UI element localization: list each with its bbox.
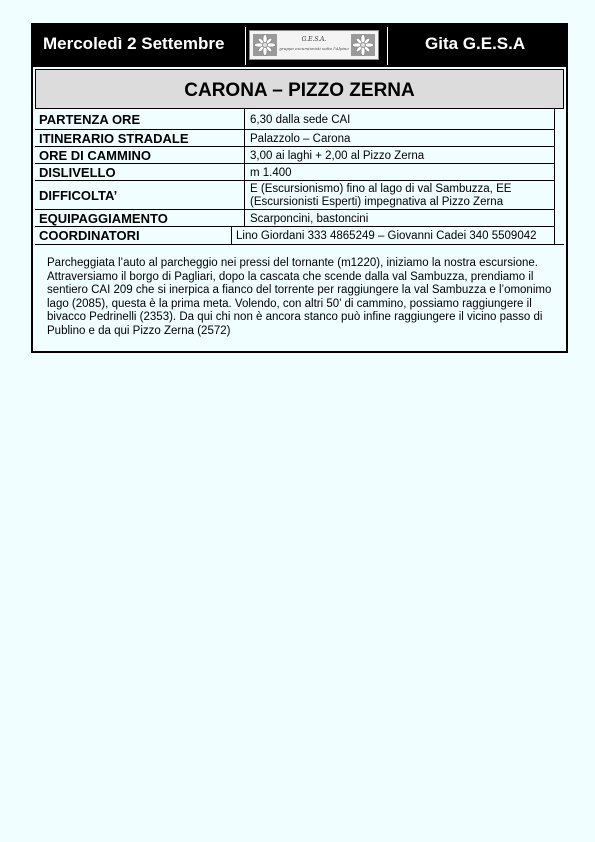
info-row-coordinatori [35,227,554,244]
info-value: 3,00 ai laghi + 2,00 al Pizzo Zerna [250,150,425,162]
info-value-line1: E (Escursionismo) fino al lago di val Sambuzza, EE [250,183,512,195]
header-bar [33,25,566,67]
logo-title: G.E.S.A. [301,36,327,43]
gesa-logo [249,30,379,60]
info-row-difficolta [35,181,554,210]
title-band [35,69,564,109]
info-row-itinerario [35,130,554,147]
cell-divider [244,109,245,129]
info-row-equipaggiamento [35,210,554,227]
event-date: Mercoledì 2 Settembre [43,34,225,53]
info-label: COORDINATORI [39,228,140,243]
info-label: EQUIPAGGIAMENTO [39,211,168,226]
info-value: 6,30 dalla sede CAI [250,114,351,126]
info-value: Lino Giordani 333 4865249 – Giovanni Cadei 340 5509042 [236,230,537,242]
info-row-ore-cammino [35,147,554,164]
cell-divider [244,181,245,209]
info-label: ORE DI CAMMINO [39,148,151,163]
cell-divider [244,147,245,163]
info-row-dislivello [35,164,554,181]
page-title: CARONA – PIZZO ZERNA [184,80,415,101]
info-value: Palazzolo – Carona [250,133,351,145]
cell-divider [244,210,245,226]
info-label: DIFFICOLTA’ [39,188,118,203]
info-row-partenza [35,109,554,130]
edelweiss-icon [351,34,375,56]
header-divider [245,27,246,65]
table-right-border [554,109,555,245]
gita-label: Gita G.E.S.A [425,34,526,53]
header-divider [387,27,388,65]
info-label: ITINERARIO STRADALE [39,131,189,146]
info-value-line2: (Escursionisti Esperti) impegnativa al Pizzo Zerna [250,196,504,208]
table-bottom-divider [35,244,564,245]
cell-divider [231,227,232,244]
cell-divider [244,130,245,146]
edelweiss-icon [253,34,277,56]
logo-subtitle: gruppo escursionisti sotto l'Alpino [279,46,349,51]
route-description: Parcheggiata l’auto al parcheggio nei pressi del tornante (m1220), iniziamo la nostra escursione. Attraversiamo il borgo di Pagliari, dopo la cascata che scende dalla val Sambuzza, prendiamo il sentiero CAI 209 che si inerpica a fianco del torrente per raggiungere la val Sambuzza e l’omonimo lago (2085), questa è la prima meta. Volendo, con altri 50’ di cammino, possiamo raggiungere il bivacco Pedrinelli (2353). Da qui chi non è ancora stanco può infine raggiungere il vicino passo di Publino e da qui Pizzo Zerna (2572) [47,257,552,337]
info-label: PARTENZA ORE [39,112,141,127]
info-label: DISLIVELLO [39,165,116,180]
cell-divider [244,164,245,180]
info-value: Scarponcini, bastoncini [250,213,369,225]
info-value: m 1.400 [250,167,292,179]
event-card [31,23,568,353]
